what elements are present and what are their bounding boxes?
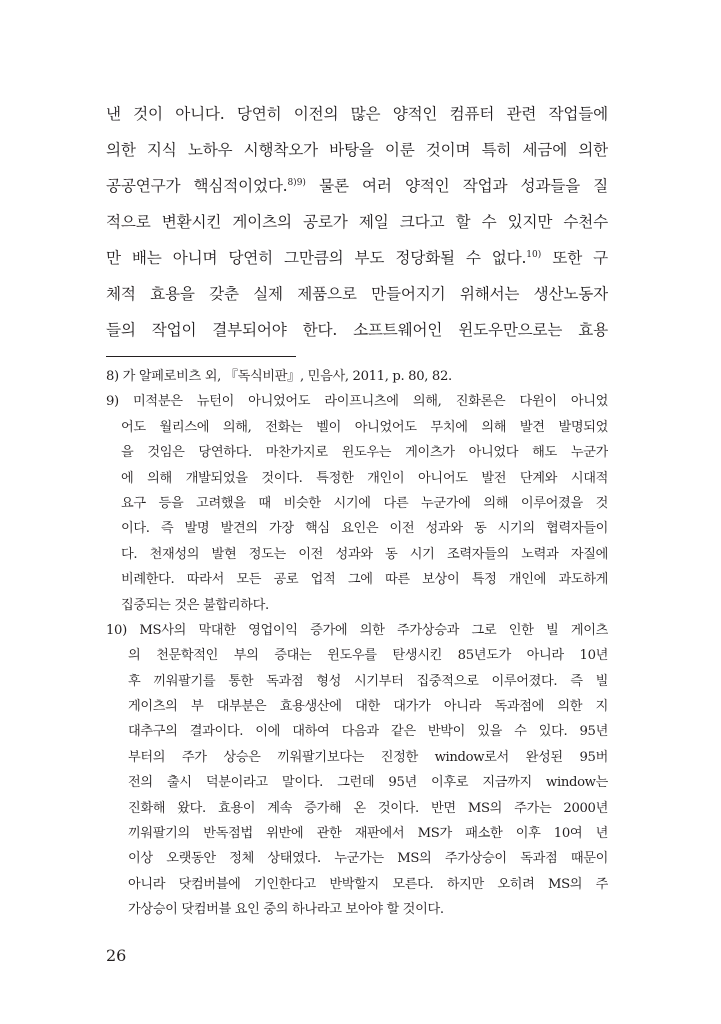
footnote-10: 10) MS사의 막대한 영업이익 증가에 의한 주가상승과 그로 인한 빌 게이츠 <box>106 622 608 638</box>
footnote-10-line: 끼워팔기의 반독점법 위반에 관한 재판에서 MS가 패소한 이후 10여 년 <box>128 826 608 842</box>
footnote-10-line: 후 끼워팔기를 통한 독과점 형성 시기부터 집중적으로 이루어졌다. 즉 빌 <box>128 673 608 689</box>
footnote-10-line: 부터의 주가 상승은 끼워팔기보다는 진정한 window로서 완성된 95버 <box>128 749 608 765</box>
footnote-9: 9) 미적분은 뉴턴이 아니었어도 라이프니츠에 의해, 진화론은 다윈이 아니었 <box>106 394 608 410</box>
body-line-segment: 물론 여러 양적인 작업과 성과들을 질 <box>319 177 608 195</box>
body-line-segment: 공공연구가 핵심적이었다. <box>106 177 288 195</box>
footnote-10-line: 대추구의 결과이다. 이에 대하여 다음과 같은 반박이 있을 수 있다. 95년 <box>128 724 608 740</box>
footnote-9-line: 이다. 즉 발명 발견의 가장 핵심 요인은 이전 성과와 동 시기의 협력자들이 <box>121 521 608 537</box>
body-line-segment: 또한 구 <box>552 249 608 267</box>
body-text <box>106 96 608 348</box>
body-line: 체적 효용을 갖춘 실제 제품으로 만들어지기 위해서는 생산노동자 <box>106 285 608 303</box>
body-line <box>106 168 608 204</box>
footnote-9-line: 집중되는 것은 불합리하다. <box>121 597 269 613</box>
footnote-9-line: 다. 천재성의 발현 정도는 이전 성과와 동 시기 조력자들의 노력과 자질에 <box>121 546 608 562</box>
footnote-9-line: 비례한다. 따라서 모든 공로 업적 그에 따른 보상이 특정 개인에 과도하게 <box>121 572 608 588</box>
footnote-9-line: 에 의해 개발되었을 것이다. 특정한 개인이 아니어도 발전 단계와 시대적 <box>121 470 608 486</box>
footnote-10-line: 게이츠의 부 대부분은 효용생산에 대한 대가가 아니라 독과점에 의한 지 <box>128 699 608 715</box>
footnote-10-line: 가상승이 닷컴버블 요인 중의 하나라고 보아야 할 것이다. <box>128 902 444 918</box>
footnote-10-line: 전의 출시 덕분이라고 말이다. 그런데 95년 이후로 지금까지 window는 <box>128 775 608 791</box>
footnotes <box>106 364 608 923</box>
footnote-10-line: 진화해 왔다. 효용이 계속 증가해 온 것이다. 반면 MS의 주가는 2000년 <box>128 800 608 816</box>
body-line-segment: 만 배는 아니며 당연히 그만큼의 부도 정당화될 수 없다. <box>106 249 527 267</box>
footnote-9-line: 어도 월리스에 의해, 전화는 벨이 아니었어도 무치에 의해 발견 발명되었 <box>121 419 608 435</box>
footnote-9-line: 요구 등을 고려했을 때 비슷한 시기에 다른 누군가에 의해 이루어졌을 것 <box>121 495 608 511</box>
body-line: 들의 작업이 결부되어야 한다. 소프트웨어인 윈도우만으로는 효용 <box>106 321 608 339</box>
footnote-ref-8-9[interactable]: 8)9) <box>287 178 306 188</box>
body-line: 의한 지식 노하우 시행착오가 바탕을 이룬 것이며 특히 세금에 의한 <box>106 141 608 159</box>
footnote-10-line: 이상 오랫동안 정체 상태였다. 누군가는 MS의 주가상승이 독과점 때문이 <box>128 851 608 867</box>
page-number: 26 <box>106 946 127 965</box>
body-line: 낸 것이 아니다. 당연히 이전의 많은 양적인 컴퓨터 관련 작업들에 <box>106 105 608 123</box>
footnote-ref-10[interactable]: 10) <box>526 250 542 260</box>
footnote-10-line: 아니라 닷컴버블에 기인한다고 반박할지 모른다. 하지만 오히려 MS의 주 <box>128 876 608 892</box>
body-line <box>106 240 608 276</box>
footnote-8: 8) 가 알페로비츠 외, 『독식비판』, 민음사, 2011, p. 80, 82. <box>106 369 452 384</box>
footnote-divider <box>106 356 296 357</box>
footnote-10-line: 의 천문학적인 부의 증대는 윈도우를 탄생시킨 85년도가 아니라 10년 <box>128 648 608 664</box>
footnote-9-line: 을 것임은 당연하다. 마찬가지로 윈도우는 게이츠가 아니었다 해도 누군가 <box>121 445 608 461</box>
body-line: 적으로 변환시킨 게이츠의 공로가 제일 크다고 할 수 있지만 수천수 <box>106 213 608 231</box>
